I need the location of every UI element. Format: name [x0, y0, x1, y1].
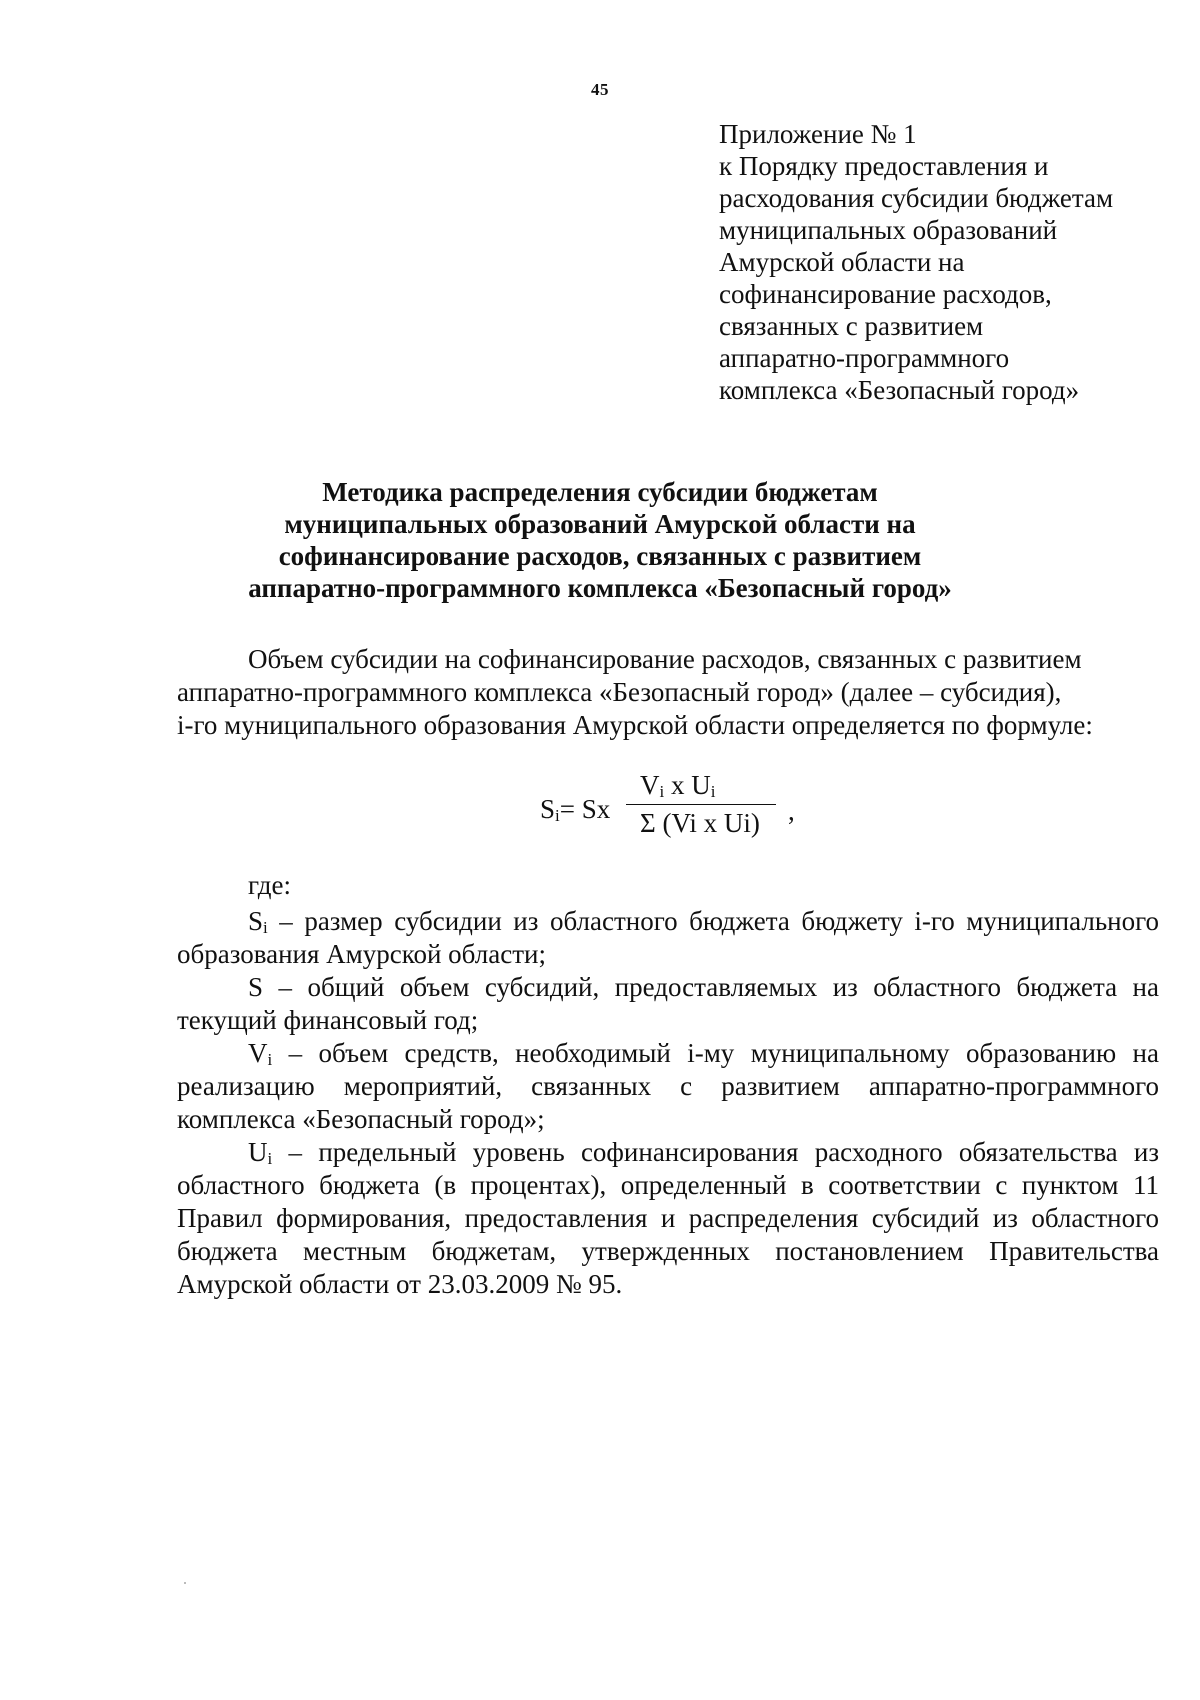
intro-line: i-го муниципального образования Амурской области определяется по формуле:: [177, 710, 1093, 740]
appendix-line: к Порядку предоставления и: [719, 151, 1049, 181]
document-title: [150, 476, 1050, 604]
definitions-list: [177, 905, 1159, 1301]
formula-denominator: Σ (Vi x Ui): [640, 808, 760, 838]
appendix-line: софинансирование расходов,: [719, 279, 1052, 309]
fraction-bar: [626, 804, 776, 805]
subsidy-formula: [540, 770, 840, 850]
page-number: 45: [591, 80, 609, 99]
appendix-header: [719, 118, 1159, 406]
scan-speck: [184, 1582, 186, 1584]
definition-item: S – общий объем субсидий, предоставляемых из областного бюджета на текущий финансовый год;: [177, 972, 1159, 1035]
title-line: Методика распределения субсидии бюджетам: [322, 477, 878, 507]
appendix-line: Приложение № 1: [719, 119, 917, 149]
title-line: аппаратно-программного комплекса «Безопасный город»: [248, 573, 952, 603]
intro-line: Объем субсидии на софинансирование расходов, связанных с развитием: [248, 644, 1082, 674]
definition-item: $S_i$ – размер субсидии из областного бюджета бюджету i-го муниципального образования Амурской области;: [177, 906, 1159, 969]
appendix-line: аппаратно-программного: [719, 343, 1010, 373]
title-line: муниципальных образований Амурской области на: [284, 509, 916, 539]
intro-paragraph: [177, 643, 1159, 742]
intro-line: аппаратно-программного комплекса «Безопасный город» (далее – субсидия),: [177, 677, 1062, 707]
formula-comma: ,: [788, 796, 795, 826]
appendix-line: комплекса «Безопасный город»: [719, 375, 1080, 405]
formula-lhs: $S_i= Sx$: [540, 794, 611, 825]
title-line: софинансирование расходов, связанных с развитием: [278, 541, 922, 571]
definition-item: $U_i$ – предельный уровень софинансирования расходного обязательства из областного бюджета (в процентах), определенный в соответствии с пунктом 11 Правил формирования, предоставления и распределения субсидий из областного бюджета местным бюджетам, утвержденных постановлением Правительства Амурской области от 23.03.2009 № 95.: [177, 1137, 1159, 1299]
formula-numerator: $V_i$ x $U_i$: [640, 770, 716, 801]
where-label: где:: [248, 870, 291, 900]
appendix-line: связанных с развитием: [719, 311, 984, 341]
appendix-line: муниципальных образований: [719, 215, 1058, 245]
appendix-line: расходования субсидии бюджетам: [719, 183, 1114, 213]
definition-item: $V_i$ – объем средств, необходимый i-му муниципальному образованию на реализацию мероприятий, связанных с развитием аппаратно-программного комплекса «Безопасный город»;: [177, 1038, 1159, 1134]
appendix-line: Амурской области на: [719, 247, 965, 277]
